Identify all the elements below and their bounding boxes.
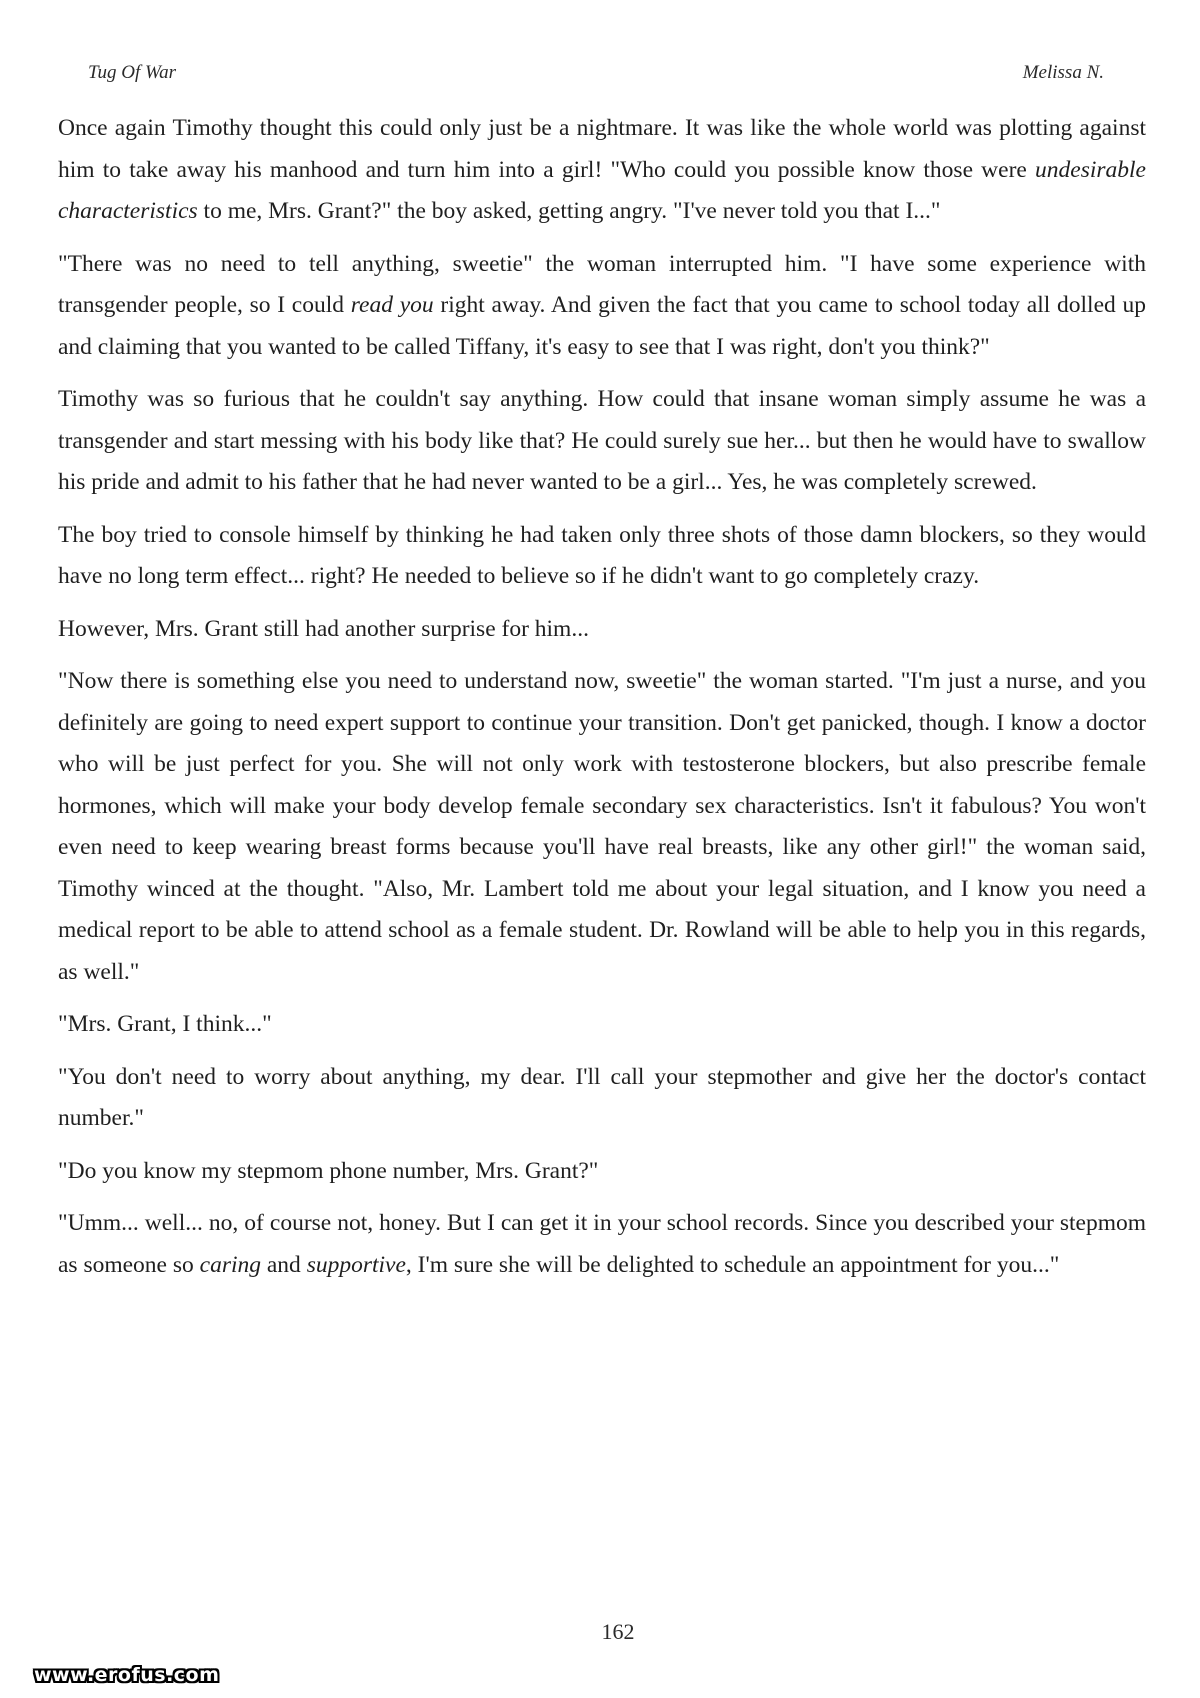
book-title: Tug Of War <box>88 62 176 83</box>
text-run: The boy tried to console himself by thinking he had taken only three shots of those damn blockers, so they would have no long term effect... right? He needed to believe so if he didn't want to go completely crazy. <box>58 521 1146 589</box>
text-run: Timothy was so furious that he couldn't say anything. How could that insane woman simply assume he was a transgender and start messing with his body like that? He could surely sue her... but then he would have to swallow his pride and admit to his father that he had never wanted to be a girl... Yes, he was completely screwed. <box>58 386 1146 495</box>
italic-text: caring <box>199 1251 261 1278</box>
watermark: www.erofus.com <box>34 1664 220 1686</box>
paragraph <box>58 609 1146 651</box>
paragraph <box>58 515 1146 598</box>
text-run: "Do you know my stepmom phone number, Mrs. Grant?" <box>58 1157 599 1184</box>
page-number: 162 <box>601 1619 635 1644</box>
text-run: However, Mrs. Grant still had another surprise for him... <box>58 615 589 642</box>
paragraph <box>58 661 1146 993</box>
paragraph <box>58 1203 1146 1286</box>
paragraph <box>58 379 1146 504</box>
text-run: , I'm sure she will be delighted to schedule an appointment for you..." <box>405 1251 1060 1278</box>
italic-text: undesirable characteristics <box>58 156 1146 224</box>
text-run: right away. And given the fact that you came to school today all dolled up and claiming that you wanted to be called Tiffany, it's easy to see that I was right, don't you think?" <box>58 292 1146 360</box>
paragraph <box>58 1004 1146 1046</box>
text-run: "Now there is something else you need to understand now, sweetie" the woman started. "I'm just a nurse, and you definitely are going to need expert support to continue your transition. Don't get panicked, though. I know a doctor who will be just perfect for you. She will not only work with testosterone blockers, but also prescribe female hormones, which will make your body develop female secondary sex characteristics. Isn't it fabulous? You won't even need to keep wearing breast forms because you'll have real breasts, like any other girl!" the woman said, Timothy winced at the thought. "Also, Mr. Lambert told me about your legal situation, and I know you need a medical report to be able to attend school as a female student. Dr. Rowland will be able to help you in this regards, as well." <box>58 668 1146 985</box>
text-run: "Mrs. Grant, I think..." <box>58 1011 272 1037</box>
text-run: "You don't need to worry about anything, my dear. I'll call your stepmother and give her the doctor's contact number." <box>58 1063 1146 1131</box>
text-run: Once again Timothy thought this could only just be a nightmare. It was like the whole world was plotting against him to take away his manhood and turn him into a girl! "Who could you possible know those were <box>58 115 1146 183</box>
page-header <box>88 62 1104 92</box>
italic-text: read you <box>350 292 434 318</box>
author-name: Melissa N. <box>1022 62 1104 83</box>
text-run: and <box>261 1251 307 1278</box>
body-text <box>58 108 1146 1297</box>
text-run: to me, Mrs. Grant?" the boy asked, getting angry. "I've never told you that I..." <box>197 198 941 224</box>
text-run: "Umm... well... no, of course not, honey. But I can get it in your school records. Since you described your stepmom as someone so <box>58 1210 1146 1278</box>
paragraph <box>58 244 1146 369</box>
paragraph <box>58 1151 1146 1193</box>
italic-text: supportive <box>306 1251 406 1278</box>
paragraph <box>58 1057 1146 1140</box>
text-run: "There was no need to tell anything, sweetie" the woman interrupted him. "I have some experience with transgender people, so I could <box>58 250 1146 318</box>
paragraph <box>58 108 1146 233</box>
